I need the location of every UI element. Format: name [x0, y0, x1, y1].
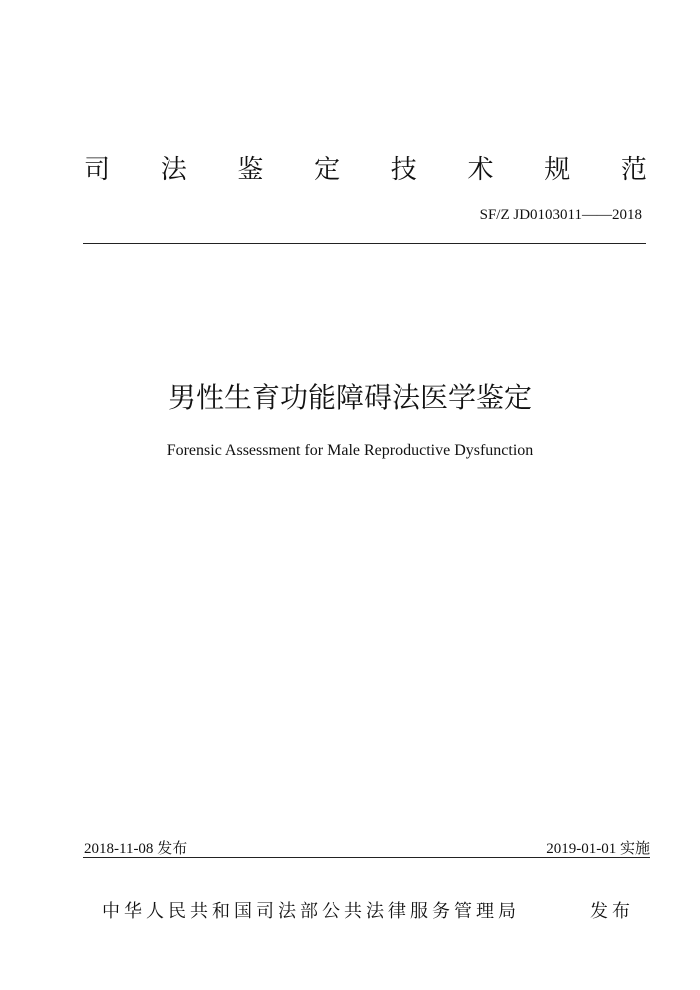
category-char: 范	[620, 155, 647, 185]
document-category-title	[83, 152, 648, 188]
implementation-date: 2019-01-01	[546, 841, 617, 857]
document-english-title: Forensic Assessment for Male Reproductive Dysfunction	[166, 442, 534, 459]
category-char: 技	[390, 155, 417, 185]
header-divider	[83, 243, 646, 244]
category-char: 术	[467, 155, 494, 185]
issuing-authority: 中华人民共和国司法部公共法律服务管理局	[102, 901, 520, 922]
implementation-label: 实施	[619, 839, 650, 857]
footer-divider	[83, 857, 650, 858]
document-title: 男性生育功能障碍法医学鉴定	[167, 381, 532, 414]
standard-number: SF/Z JD0103011——2018	[479, 207, 642, 223]
implementation-date-line	[546, 838, 650, 859]
release-label: 发布	[157, 839, 188, 857]
release-date: 2018-11-08	[84, 841, 154, 857]
issuer-publish-label: 发布	[590, 901, 634, 922]
release-date-line	[84, 838, 187, 859]
category-char: 定	[314, 155, 341, 185]
category-char: 法	[160, 155, 187, 185]
category-char: 鉴	[237, 155, 264, 185]
category-char: 规	[544, 155, 571, 185]
category-char: 司	[83, 155, 110, 185]
